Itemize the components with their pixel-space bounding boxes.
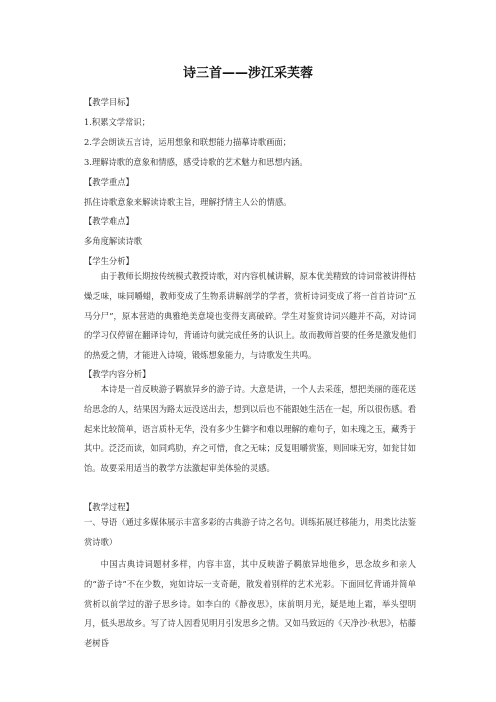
key-points-heading: 【教学重点】 (84, 177, 134, 187)
objectives-heading: 【教学目标】 (84, 97, 134, 107)
student-analysis-heading: 【学生分析】 (84, 256, 134, 266)
process-heading: 【教学过程】 (84, 502, 134, 512)
objective-item-1: 1.积累文学常识； (84, 117, 150, 127)
process-paragraph: 中国古典诗词题材多样，内容丰富，其中反映游子羁旅异地他乡，思念故乡和亲人的“游子诗”不在少数，宛如诗坛一支奇葩，散发着别样的艺术光彩。下面回忆背诵并简单赏析以前学过的游子思乡诗。如李白的《静夜思》，床前明月光，疑是地上霜，举头望明月，低头思故乡。写了诗人因看见明月引发思乡之情。又如马致远的《天净沙·秋思》，枯藤老树昏 (84, 559, 416, 649)
content-analysis-heading: 【教学内容分析】 (84, 369, 151, 379)
objective-item-2: 2.学会朗读五言诗，运用想象和联想能力描摹诗歌画面； (84, 137, 292, 147)
process-step-intro: 一、导语（通过多媒体展示丰富多彩的古典游子诗之名句。训练拓展迁移能力，用类比法鉴赏诗歌） (84, 517, 416, 547)
student-analysis-paragraph: 由于教师长期按传统模式教授诗歌，对内容机械讲解，原本优美精致的诗词常被讲得枯燥乏味，味同嚼蜡，教师变成了生物系讲解剖学的学者，赏析诗词变成了将一首首诗词“五马分尸”，原本营造的典雅绝美意境也变得支离破碎。学生对鉴赏诗词兴趣并不高，对诗词的学习仅停留在翻译诗句，背诵诗句就完成任务的认识上。故而教师首要的任务是激发他们的热爱之情，才能进入诗境，锻炼想象能力，与诗歌发生共鸣。 (84, 271, 416, 361)
objective-item-3: 3.理解诗歌的意象和情感，感受诗歌的艺术魅力和思想内涵。 (84, 157, 308, 167)
content-analysis-paragraph: 本诗是一首反映游子羁旅异乡的游子诗。大意是讲，一个人去采莲，想把美丽的莲花送给思念的人，结果因为路太远没送出去，想到以后也不能跟她生活在一起，所以很伤感。看起来比较简单，语言质朴无华，没有多少生僻字和难以理解的难句子，如未瑰之玉，藏秀于其中。泛泛而读，如同鸡肋，弃之可惜，食之无味；反复咀嚼赏鉴，则回味无穷，如瓮甘如饴。故要采用适当的教学方法激起审美体验的灵感。 (84, 384, 416, 474)
page-title: 诗三首——涉江采芙蓉 (182, 66, 313, 81)
key-points-text: 抓住诗歌意象来解读诗歌主旨，理解抒情主人公的情感。 (84, 197, 292, 207)
difficulties-heading: 【教学难点】 (84, 216, 134, 226)
difficulties-text: 多角度解读诗歌 (84, 236, 143, 246)
